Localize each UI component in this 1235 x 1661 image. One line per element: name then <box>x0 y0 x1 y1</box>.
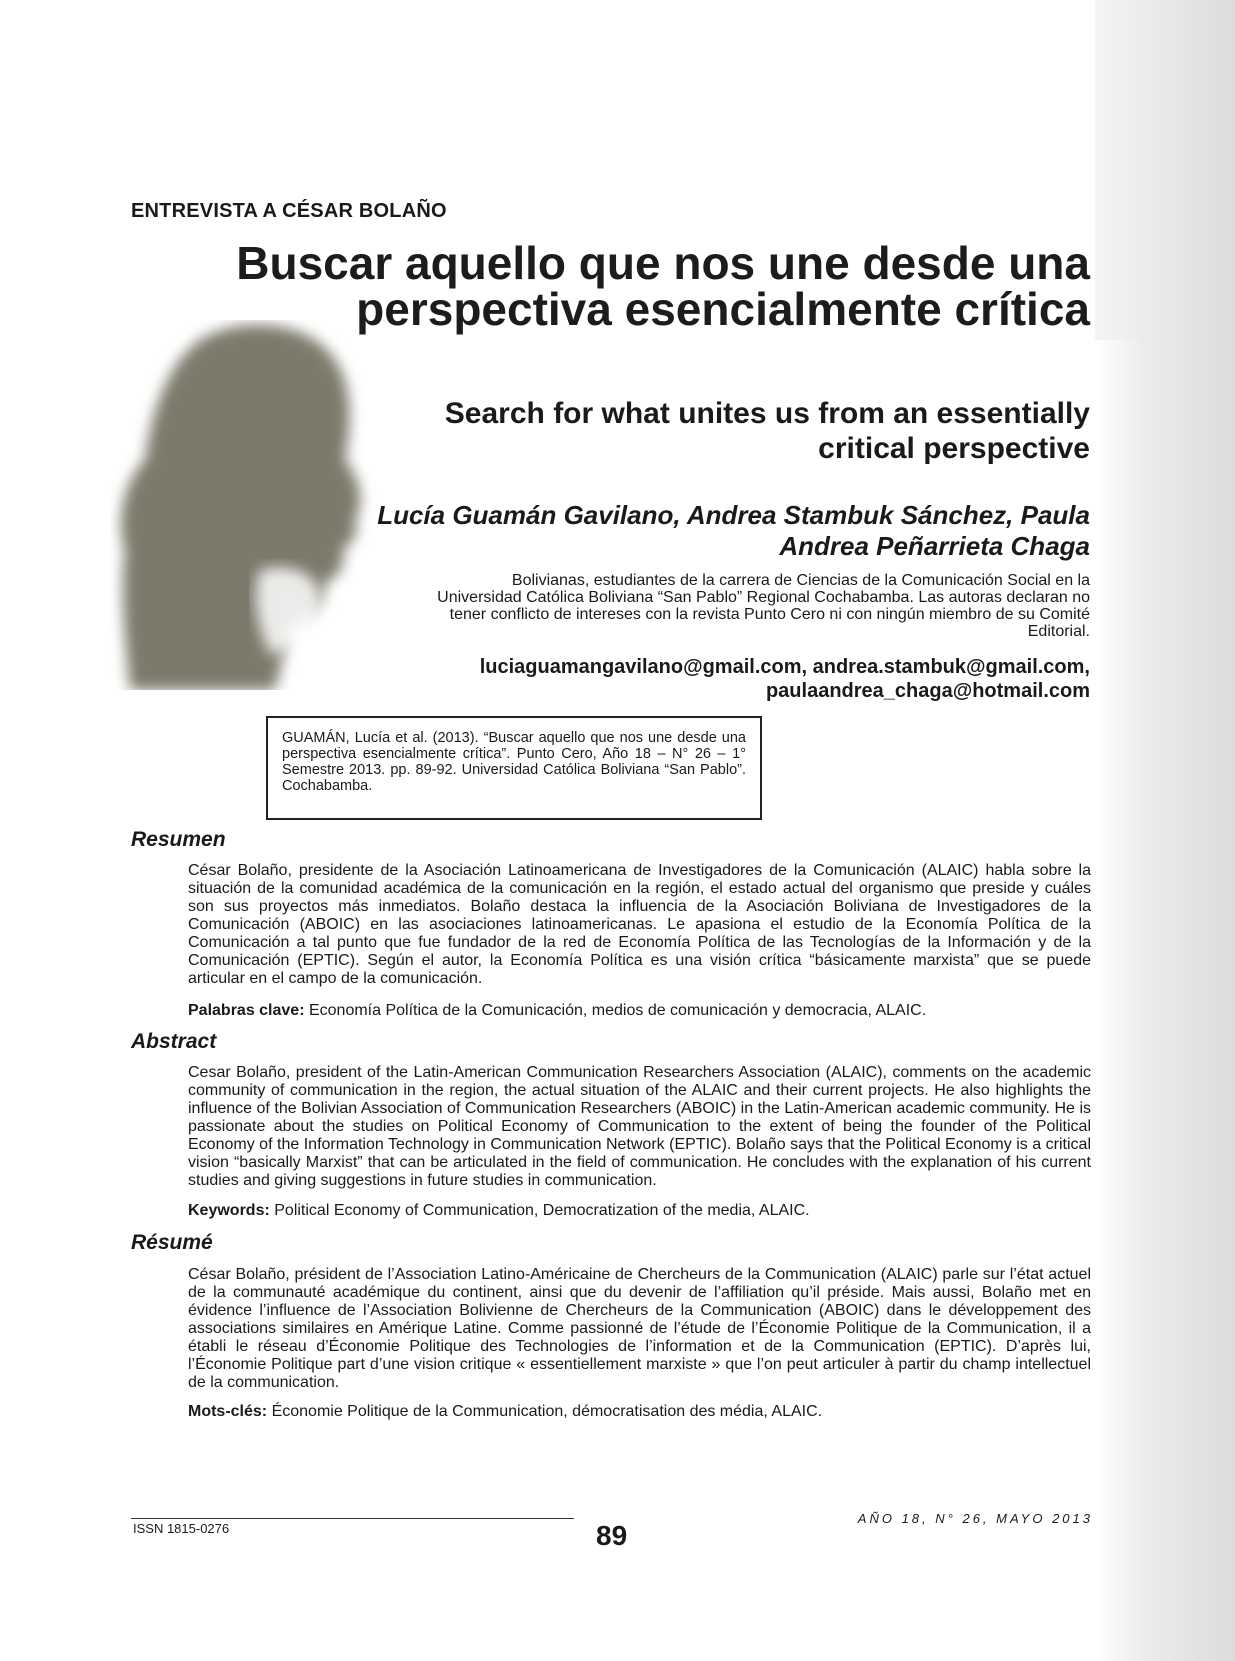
resume-heading: Résumé <box>131 1231 213 1254</box>
article-subtitle: Search for what unites us from an essentially critical perspective <box>444 397 1090 465</box>
resumen-heading: Resumen <box>131 828 226 851</box>
section-kicker: ENTREVISTA A CÉSAR BOLAÑO <box>131 200 447 222</box>
citation-box: GUAMÁN, Lucía et al. (2013). “Buscar aquello que nos une desde una perspectiva esencialmente crítica”. Punto Cero, Año 18 – N° 26 – 1° Semestre 2013. pp. 89-92. Universidad Católica Boliviana “San Pablo”. Cochabamba. <box>266 716 762 820</box>
footer-rule <box>131 1518 574 1519</box>
resume-text: César Bolaño, président de l’Association Latino-Américaine de Chercheurs de la Communication (ALAIC) parle sur l’état actuel de la communauté académique du continent, ainsi que du devenir de l’affiliation qu’il préside. Mais aussi, Bolaño met en évidence l’influence de l’Association Bolivienne de Chercheurs de la Communication (ABOIC) dans le développement des associations similaires en Amérique Latine. Comme passionné de l’étude de l’Économie Politique de la Communication, il a établi le réseau d’Économie Politique des Technologies de l’information et de la Communication (EPTIC). D’après lui, l’Économie Politique part d’une vision critique « essentiellement marxiste » que l’on peut articuler à partir du champ intellectuel de la communication. <box>188 1266 1091 1391</box>
author-affiliation: Bolivianas, estudiantes de la carrera de Ciencias de la Comunicación Social en la Universidad Católica Boliviana “San Pablo” Regional Cochabamba. Las autoras declaran no tener conflicto de intereses con la revista Punto Cero ni con ningún miembro de su Comité Editorial. <box>437 572 1090 640</box>
abstract-text: Cesar Bolaño, president of the Latin-American Communication Researchers Association (ALAIC), comments on the academic community of communication in the region, the actual situation of the ALAIC and their current projects. He also highlights the influence of the Bolivian Association of Communication Researchers (ABOIC) in the Latin-American academic community. He is passionate about the studies on Political Economy of Communication to the extent of being the founder of the Political Economy of the Information Technology in Communication Network (EPTIC). Bolaño says that the Political Economy is a critical vision “basically Marxist” that can be articulated in the field of communication. He concludes with the explanation of his current studies and giving suggestions in future studies in communication. <box>188 1064 1091 1189</box>
keywords-label: Palabras clave: <box>188 1002 305 1019</box>
page-number: 89 <box>596 1520 628 1551</box>
journal-issue: AÑO 18, N° 26, MAYO 2013 <box>857 1511 1093 1526</box>
article-authors: Lucía Guamán Gavilano, Andrea Stambuk Sánchez, Paula Andrea Peñarrieta Chaga <box>377 500 1090 561</box>
resume-keywords <box>188 1403 1091 1421</box>
abstract-heading: Abstract <box>131 1030 217 1053</box>
issn: ISSN 1815-0276 <box>133 1521 230 1536</box>
page-edge-shading <box>1095 0 1235 1661</box>
keywords-text: Political Economy of Communication, Democratization of the media, ALAIC. <box>269 1202 810 1219</box>
resumen-keywords <box>188 1002 1091 1020</box>
abstract-keywords <box>188 1202 1091 1220</box>
resumen-text: César Bolaño, presidente de la Asociación Latinoamericana de Investigadores de la Comunicación (ALAIC) habla sobre la situación de la comunidad académica de la comunicación en la región, el estado actual del organismo que preside y cuáles son sus proyectos más inmediatos. Bolaño destaca la influencia de la Asociación Boliviana de Investigadores de la Comunicación (ABOIC) en las asociaciones latinoamericanas. Le apasiona el estudio de la Economía Política de la Comunicación a tal punto que fue fundador de la red de Economía Política de las Tecnologías de la Información y de la Comunicación (EPTIC). Según el autor, la Economía Política es una visión crítica “básicamente marxista” que se puede articular en el campo de la comunicación. <box>188 862 1091 987</box>
article-title: Buscar aquello que nos une desde una perspectiva esencialmente crítica <box>236 237 1090 335</box>
author-emails: luciaguamangavilano@gmail.com, andrea.stambuk@gmail.com, paulaandrea_chaga@hotmail.com <box>479 656 1090 702</box>
keywords-label: Mots-clés: <box>188 1403 268 1420</box>
keywords-label: Keywords: <box>188 1202 270 1219</box>
keywords-text: Économie Politique de la Communication, démocratisation des média, ALAIC. <box>267 1403 823 1420</box>
keywords-text: Economía Política de la Comunicación, medios de comunicación y democracia, ALAIC. <box>304 1002 927 1019</box>
